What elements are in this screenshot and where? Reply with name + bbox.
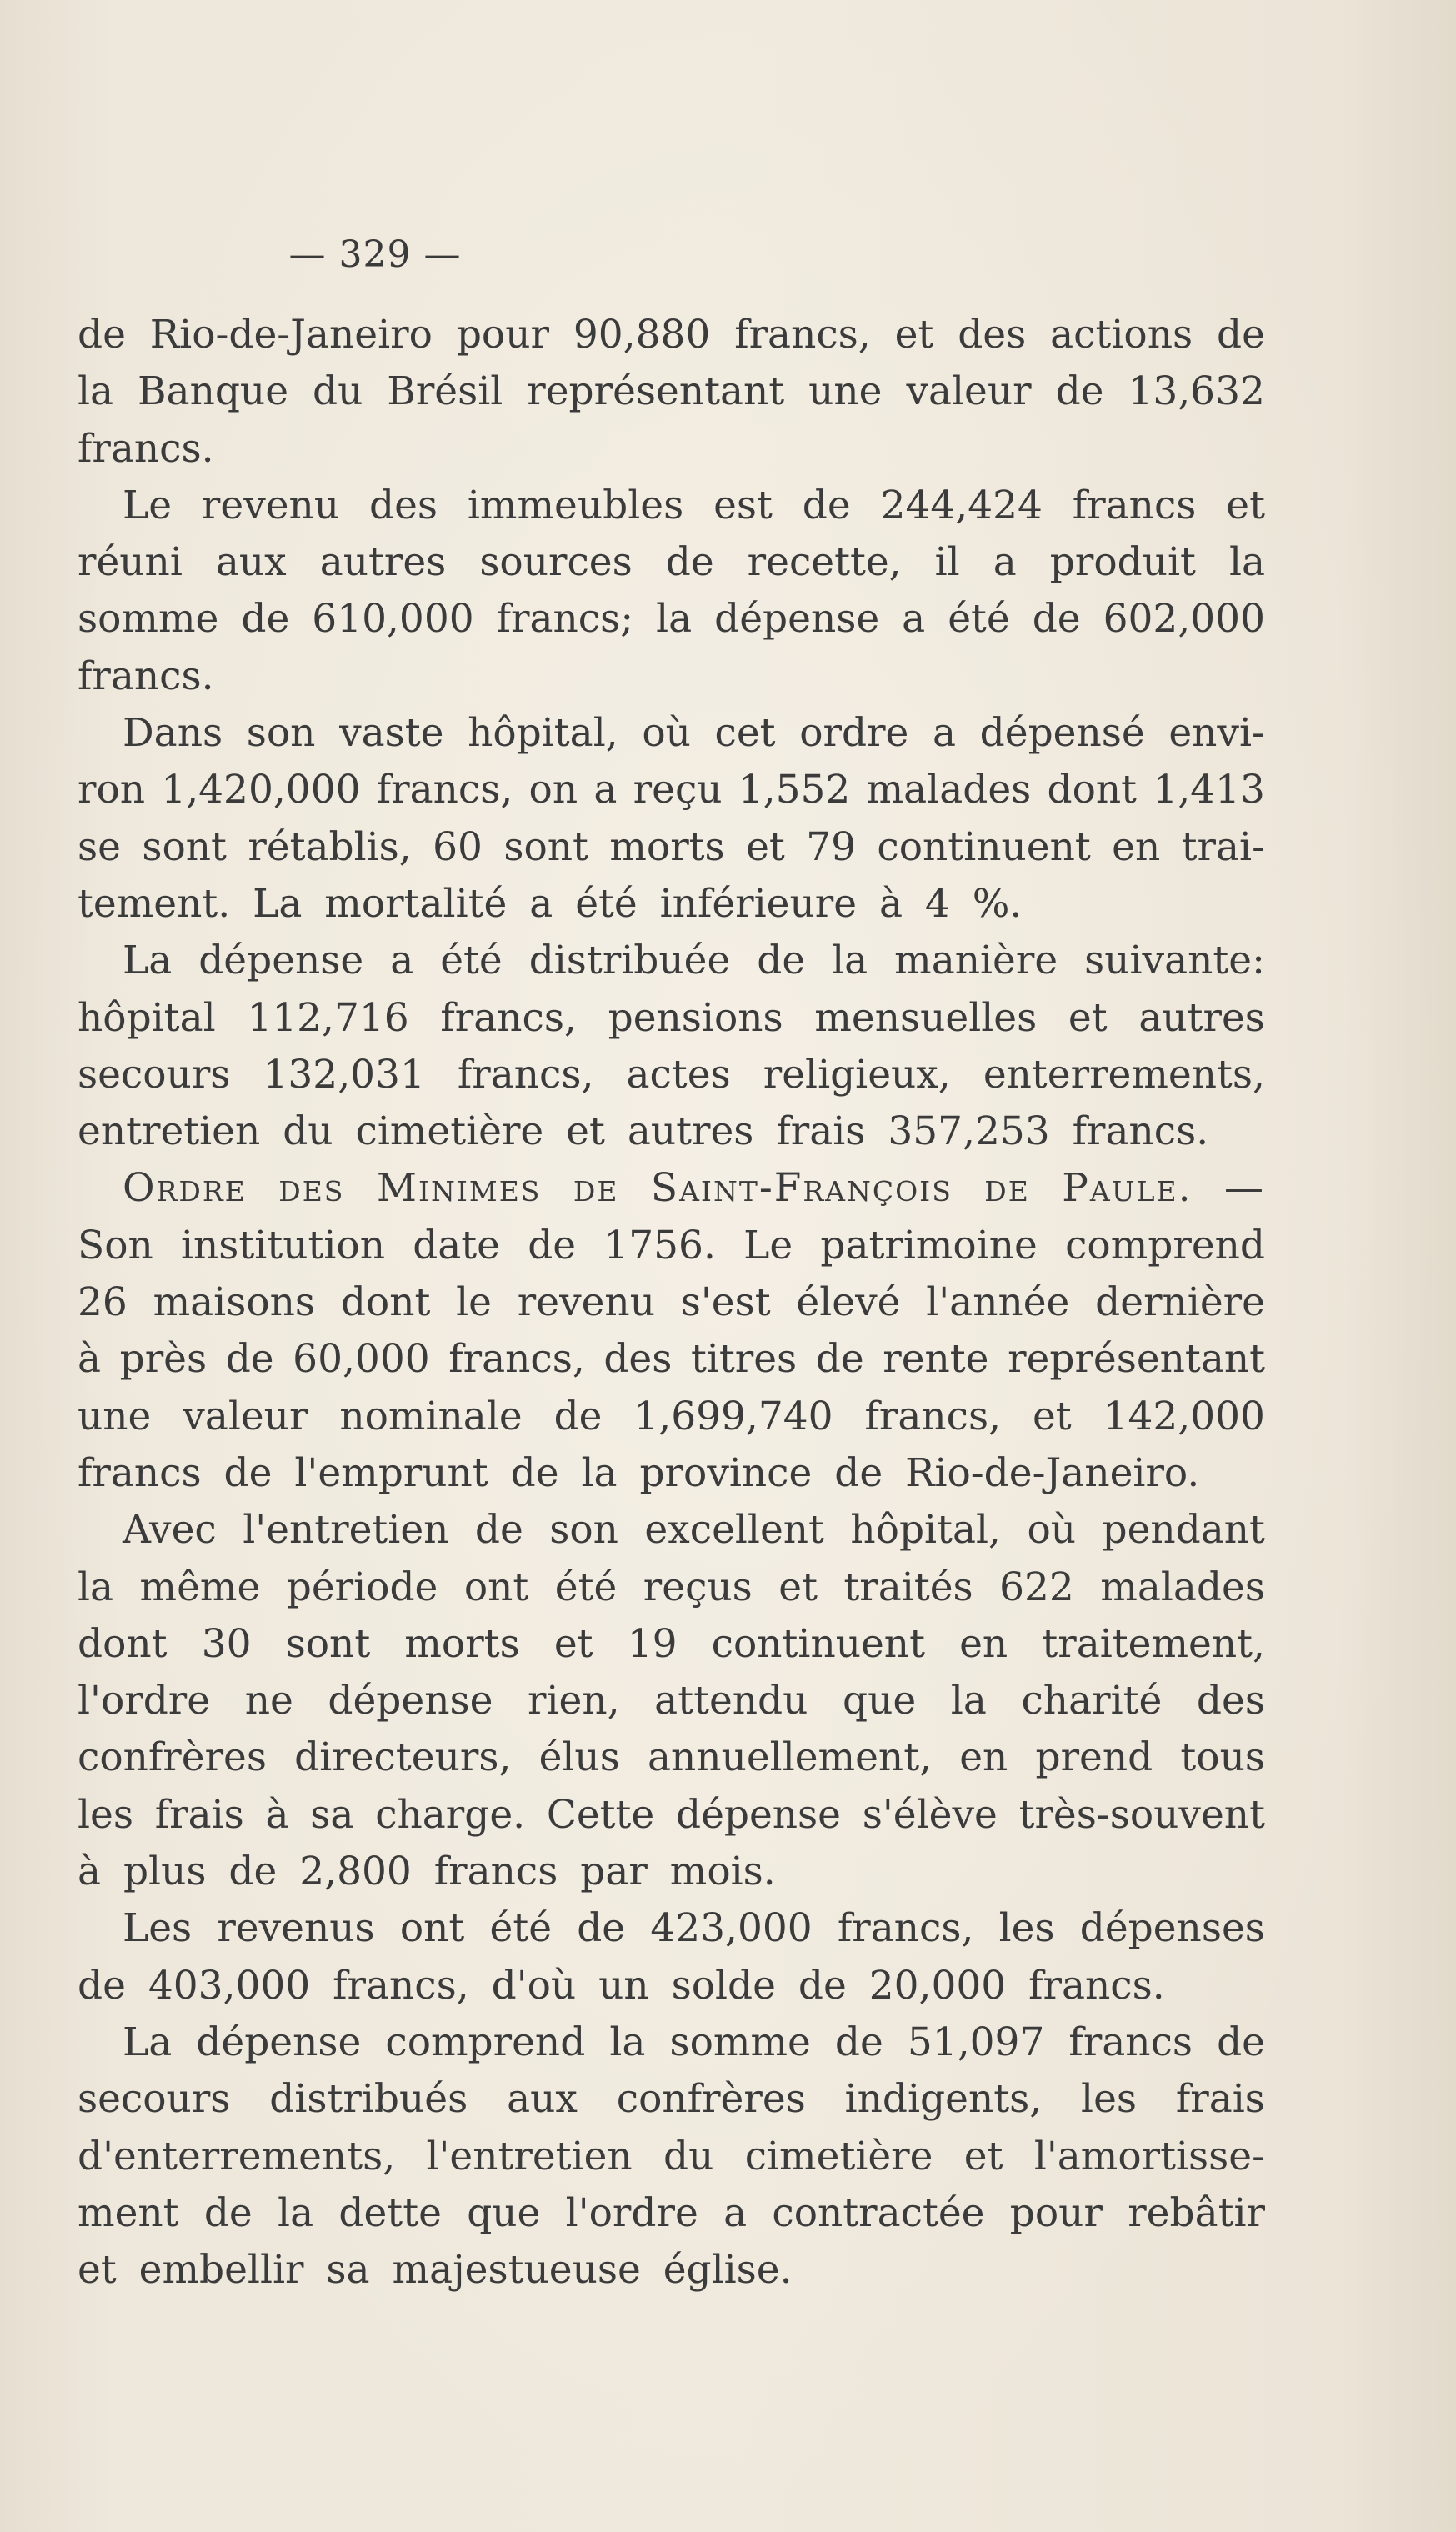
text-line: Les revenus ont été de 423,000 francs, les dépenses xyxy=(123,1905,1265,1952)
text-line: l'ordre ne dépense rien, attendu que la charité des xyxy=(78,1678,1265,1724)
text-line: confrères directeurs, élus annuellement, en prend tous xyxy=(78,1734,1265,1781)
text-line: la Banque du Brésil représentant une valeur de 13,632 xyxy=(78,368,1265,415)
text-line: ment de la dette que l'ordre a contractée pour rebâtir xyxy=(78,2189,1265,2236)
text-line: la même période ont été reçus et traités 622 malades xyxy=(78,1564,1265,1610)
text-line: somme de 610,000 francs; la dépense a été de 602,000 xyxy=(78,596,1265,643)
text-line: Ordre des Minimes de Saint-François de Paule. — xyxy=(123,1165,1265,1212)
text-line: ron 1,420,000 francs, on a reçu 1,552 malades dont 1,413 xyxy=(78,767,1265,813)
text-line: Avec l'entretien de son excellent hôpital, où pendant xyxy=(123,1507,1265,1554)
text-line: La dépense comprend la somme de 51,097 francs de xyxy=(123,2019,1265,2065)
text-line: tement. La mortalité a été inférieure à 4 %. xyxy=(78,880,1023,927)
text-line: dont 30 sont morts et 19 continuent en traitement, xyxy=(78,1620,1265,1667)
text-line: à près de 60,000 francs, des titres de rente représentant xyxy=(78,1336,1265,1383)
text-line: La dépense a été distribuée de la manière suivante: xyxy=(123,938,1265,984)
text-line: Le revenu des immeubles est de 244,424 francs et xyxy=(123,482,1265,528)
text-line: Dans son vaste hôpital, où cet ordre a dépensé envi- xyxy=(123,710,1265,757)
text-line: à plus de 2,800 francs par mois. xyxy=(78,1849,776,1895)
text-line: entretien du cimetière et autres frais 357,253 francs. xyxy=(78,1108,1209,1155)
text-line: se sont rétablis, 60 sont morts et 79 continuent en trai- xyxy=(78,823,1265,870)
text-line: de 403,000 francs, d'où un solde de 20,000 francs. xyxy=(78,1962,1165,2009)
text-line: secours 132,031 francs, actes religieux, enterrements, xyxy=(78,1051,1265,1098)
text-line: les frais à sa charge. Cette dépense s'élève très-souvent xyxy=(78,1791,1265,1838)
text-line: et embellir sa majestueuse église. xyxy=(78,2247,793,2294)
text-line: de Rio-de-Janeiro pour 90,880 francs, et des actions de xyxy=(78,312,1265,358)
text-line: 26 maisons dont le revenu s'est élevé l'année dernière xyxy=(78,1279,1265,1326)
text-line: Son institution date de 1756. Le patrimoine comprend xyxy=(78,1222,1265,1269)
page-number: — 329 — xyxy=(288,233,462,276)
text-line: d'enterrements, l'entretien du cimetière et l'amortisse- xyxy=(78,2133,1265,2179)
text-line: francs de l'emprunt de la province de Rio-de-Janeiro. xyxy=(78,1449,1200,1496)
text-line: hôpital 112,716 francs, pensions mensuelles et autres xyxy=(78,994,1265,1041)
text-line: une valeur nominale de 1,699,740 francs, et 142,000 xyxy=(78,1393,1265,1439)
text-line: francs. xyxy=(78,425,214,472)
text-line: francs. xyxy=(78,653,214,699)
body-text xyxy=(78,307,1265,2299)
text-line: secours distribués aux confrères indigents, les frais xyxy=(78,2076,1265,2123)
text-line: réuni aux autres sources de recette, il a produit la xyxy=(78,539,1265,586)
